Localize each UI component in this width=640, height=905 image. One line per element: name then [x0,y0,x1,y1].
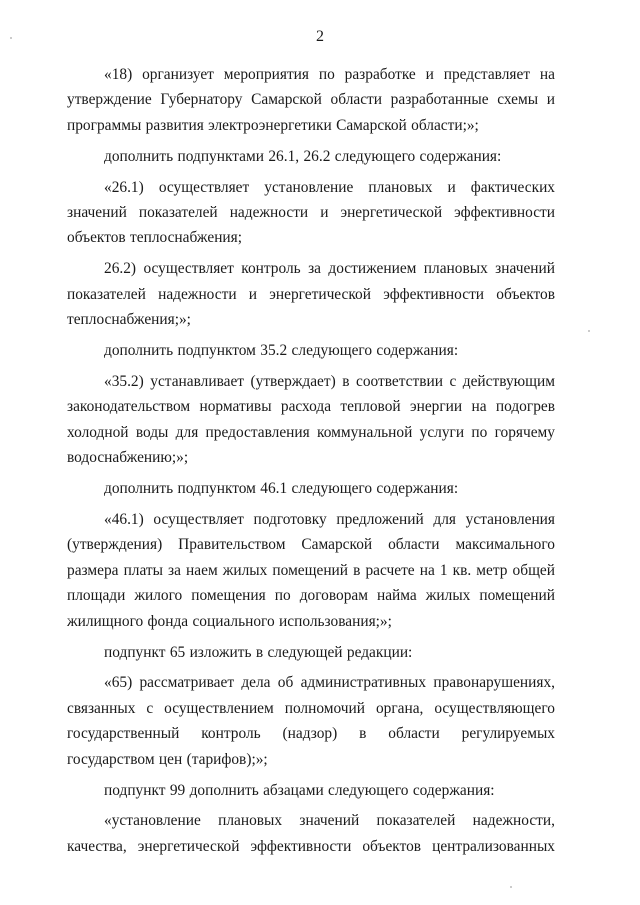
paragraph-46-1: «46.1) осуществляет подготовку предложений для установления (утверждения) Правительством Самарской области максимального размера платы за наем жилых помещений в расчете на 1 кв. метр общей площади жилого помещения по договорам найма жилых помещений жилищного фонда социального использования;»; [67,511,555,630]
paragraph-26-2: 26.2) осуществляет контроль за достижением плановых значений показателей надежности и энергетической эффективности объектов теплоснабжения;»; [67,260,555,329]
paragraph-add-46-1: дополнить подпунктом 46.1 следующего содержания: [104,480,459,498]
paragraph-add-26: дополнить подпунктами 26.1, 26.2 следующего содержания: [104,147,502,165]
document-body [67,62,555,859]
paragraph-99-continued: «установление плановых значений показателей надежности, качества, энергетической эффективности объектов централизованных [67,812,555,855]
paragraph-65: «65) рассматривает дела об административных правонарушениях, связанных с осуществлением полномочий органа, осуществляющего государственный контроль (надзор) в области регулируемых государством цен (тарифов);»; [67,674,555,768]
paragraph-26-1: «26.1) осуществляет установление плановых и фактических значений показателей надежности и энергетической эффективности объектов теплоснабжения; [67,178,555,247]
scan-speck [10,37,12,39]
paragraph-18: «18) организует мероприятия по разработке и представляет на утверждение Губернатору Самарской области разработанные схемы и программы развития электроэнергетики Самарской области;»; [67,66,555,134]
page-number: 2 [316,28,324,45]
paragraph-35-2: «35.2) устанавливает (утверждает) в соответствии с действующим законодательством нормативы расхода тепловой энергии на подогрев холодной воды для предоставления коммунальной услуги по горячему водоснабжению;»; [67,372,555,467]
paragraph-add-99: подпункт 99 дополнить абзацами следующего содержания: [104,781,495,799]
scan-speck [588,330,590,332]
paragraph-add-35-2: дополнить подпунктом 35.2 следующего содержания: [104,342,459,360]
scan-speck [510,886,512,888]
paragraph-edit-65: подпункт 65 изложить в следующей редакции: [104,643,413,661]
